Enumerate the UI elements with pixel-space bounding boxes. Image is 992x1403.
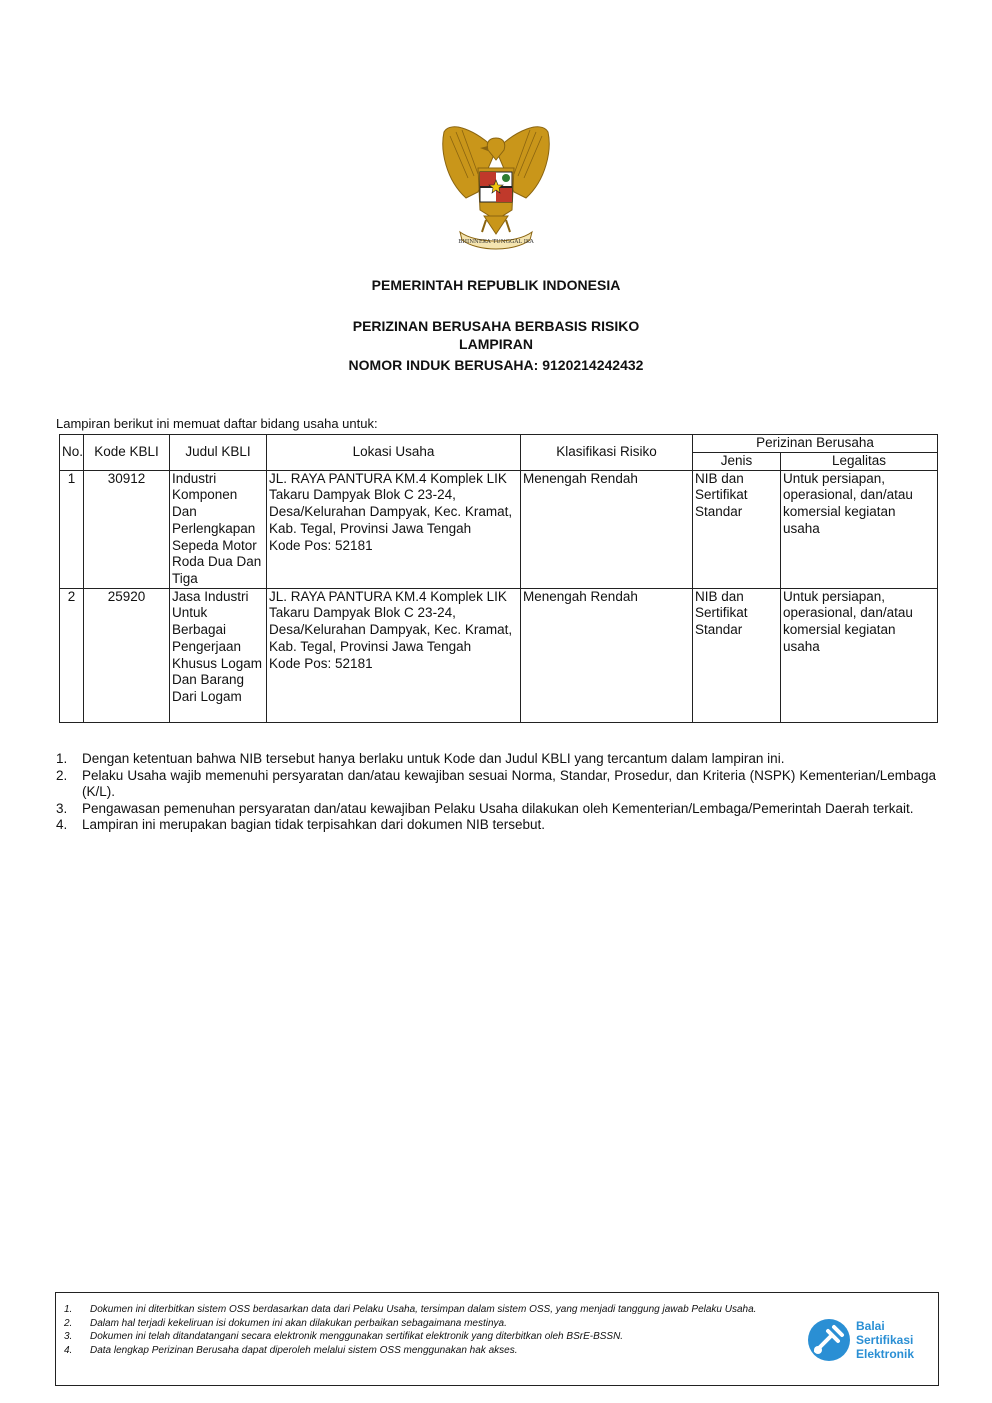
row-no: 2 [60,588,84,722]
list-item-number: 3. [56,800,68,816]
footer-note [64,1303,786,1317]
nib-number: NOMOR INDUK BERUSAHA: 9120214242432 [348,357,644,373]
footer-note-text: Dokumen ini diterbitkan sistem OSS berdasarkan data dari Pelaku Usaha, tersimpan dalam sistem OSS, yang menjadi tanggung jawab Pelaku Usaha. [90,1304,757,1315]
table-row [60,470,938,588]
bsre-logo [806,1317,936,1365]
provisions-list [56,751,936,834]
header-klasifikasi-risiko: Klasifikasi Risiko [521,435,693,471]
footer-box [55,1292,939,1386]
row-no: 1 [60,470,84,588]
intro-text: Lampiran berikut ini memuat daftar bidang usaha untuk: [56,416,378,431]
row-lokasi-kodepos: Kode Pos: 52181 [269,537,373,553]
bsre-logo-line1: Balai [856,1319,885,1333]
header-kode-kbli: Kode KBLI [84,435,170,471]
list-item-number: 1. [56,751,68,766]
row-jenis: NIB dan Sertifikat Standar [693,470,781,588]
row-legalitas: Untuk persiapan, operasional, dan/atau komersial kegiatan usaha [781,470,938,588]
footer-note-number: 1. [64,1304,73,1315]
footer-note [64,1344,786,1358]
business-field-table [59,434,938,723]
footer-note-text: Dokumen ini telah ditandatangani secara elektronik menggunakan sertifikat elektronik yang diterbitkan oleh BSrE-BSSN. [90,1331,624,1342]
list-item [56,768,936,801]
footer-notes [64,1303,786,1357]
footer-note [64,1317,786,1331]
table-row [60,588,938,722]
row-kode-kbli: 25920 [84,588,170,722]
list-item-text: Pelaku Usaha wajib memenuhi persyaratan dan/atau kewajiban sesuai Norma, Standar, Prosedur, dan Kriteria (NSPK) Kementerian/Lembaga (K/L). [82,767,936,799]
header-legalitas: Legalitas [781,453,938,471]
row-lokasi-kodepos: Kode Pos: 52181 [269,655,373,671]
footer-note-text: Dalam hal terjadi kekeliruan isi dokumen ini akan dilakukan perbaikan sebagaimana mestinya. [90,1317,507,1329]
row-judul-kbli: Industri Komponen Dan Perlengkapan Sepeda Motor Roda Dua Dan Tiga [170,470,267,588]
bsre-logo-text [856,1319,914,1361]
row-kode-kbli: 30912 [84,470,170,588]
row-klasifikasi-risiko: Menengah Rendah [521,588,693,722]
footer-note [64,1330,786,1344]
footer-note-number: 4. [64,1344,73,1356]
list-item-number: 2. [56,767,68,783]
list-item [56,817,936,834]
list-item-number: 4. [56,817,68,832]
row-lokasi-address: JL. RAYA PANTURA KM.4 Komplek LIK Takaru Dampyak Blok C 23-24, Desa/Kelurahan Dampyak, Kec. Kramat, Kab. Tegal, Provinsi Jawa Tengah [269,470,513,536]
row-lokasi [267,470,521,588]
header-jenis: Jenis [693,453,781,471]
footer-note-text: Data lengkap Perizinan Berusaha dapat diperoleh melalui sistem OSS menggunakan hak akses. [90,1344,518,1356]
row-judul-kbli: Jasa Industri Untuk Berbagai Pengerjaan Khusus Logam Dan Barang Dari Logam [170,588,267,722]
bsre-logo-line2: Sertifikasi [856,1333,914,1347]
header-lokasi-usaha: Lokasi Usaha [267,435,521,471]
row-klasifikasi-risiko: Menengah Rendah [521,470,693,588]
document-subtitle: LAMPIRAN [459,336,533,352]
header-no: No. [60,435,84,471]
footer-note-number: 3. [64,1331,73,1342]
row-jenis: NIB dan Sertifikat Standar [693,588,781,722]
header-perizinan-berusaha: Perizinan Berusaha [693,435,938,453]
bsre-logo-icon [806,1317,852,1363]
list-item-text: Lampiran ini merupakan bagian tidak terpisahkan dari dokumen NIB tersebut. [82,817,546,832]
list-item [56,751,936,768]
row-legalitas: Untuk persiapan, operasional, dan/atau komersial kegiatan usaha [781,588,938,722]
list-item-text: Dengan ketentuan bahwa NIB tersebut hanya berlaku untuk Kode dan Judul KBLI yang tercantum dalam lampiran ini. [82,751,785,766]
government-title: PEMERINTAH REPUBLIK INDONESIA [371,277,621,293]
row-lokasi [267,588,521,722]
header-judul-kbli: Judul KBLI [170,435,267,471]
row-lokasi-address: JL. RAYA PANTURA KM.4 Komplek LIK Takaru Dampyak Blok C 23-24, Desa/Kelurahan Dampyak, Kec. Kramat, Kab. Tegal, Provinsi Jawa Tengah [269,588,513,654]
list-item [56,801,936,818]
emblem-motto: BHINNEKA TUNGGAL IKA [458,239,534,245]
bsre-logo-line3: Elektronik [856,1347,915,1361]
document-title: PERIZINAN BERUSAHA BERBASIS RISIKO [352,318,640,334]
garuda-pancasila-emblem [436,120,556,254]
list-item-text: Pengawasan pemenuhan persyaratan dan/atau kewajiban Pelaku Usaha dilakukan oleh Kementerian/Lembaga/Pemerintah Daerah terkait. [82,800,914,816]
footer-note-number: 2. [64,1317,73,1329]
